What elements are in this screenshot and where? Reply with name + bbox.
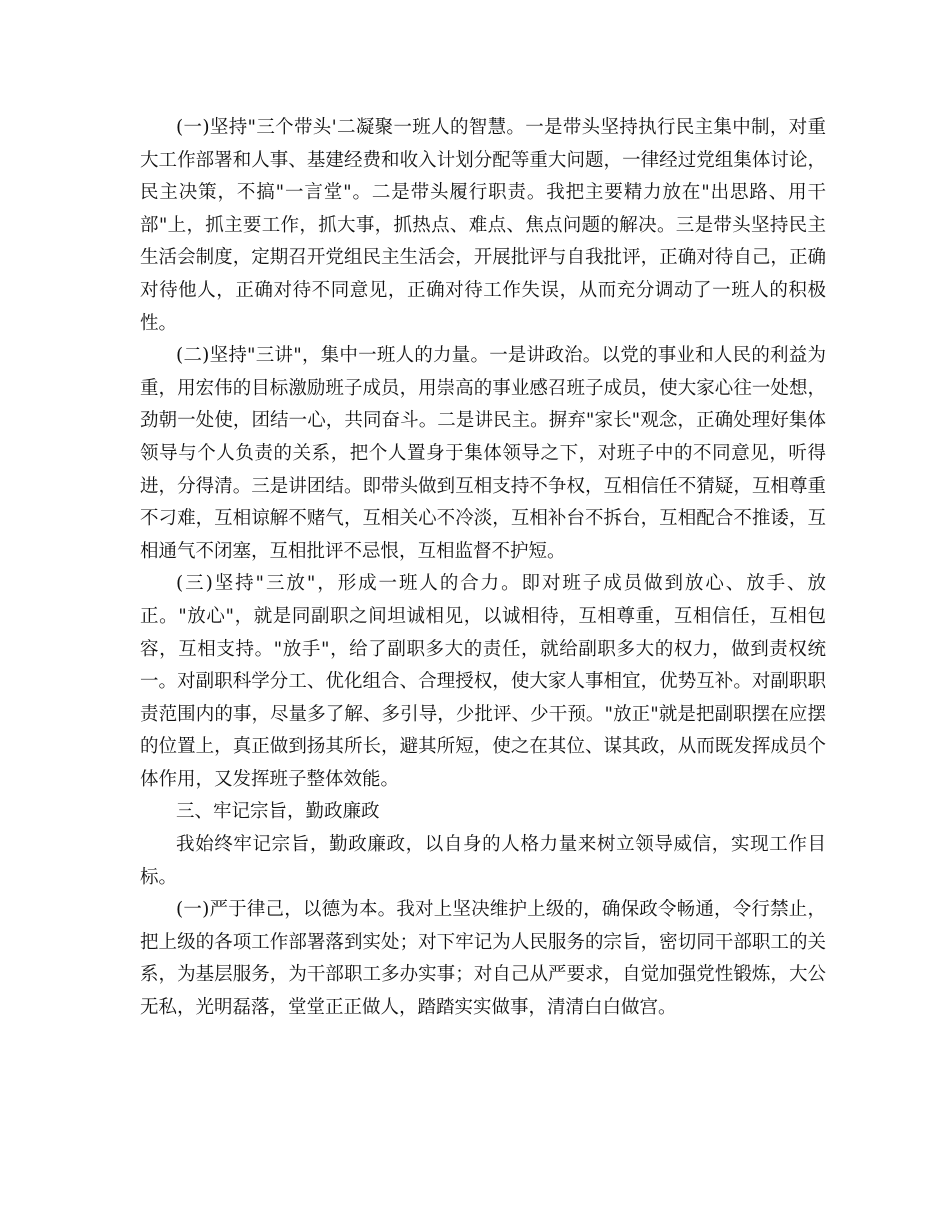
paragraph-principle-3: (三)坚持"三放"，形成一班人的合力。即对班子成员做到放心、放手、放正。"放心"，就是同副职之间坦诚相见，以诚相待，互相尊重，互相信任，互相包容，互相支持。"放手"，给了副职多大的责任，就给副职多大的权力，做到责权统一。对副职科学分工、优化组合、合理授权，使大家人事相宜，优势互补。对副职职责范围内的事，尽量多了解、多引导，少批评、少干预。"放正"就是把副职摆在应摆的位置上，真正做到扬其所长，避其所短，使之在其位、谋其政，从而既发挥成员个体作用，又发挥班子整体效能。 <box>140 573 826 790</box>
paragraph-principle-2: (二)坚持"三讲"，集中一班人的力量。一是讲政治。以党的事业和人民的利益为重，用宏伟的目标激励班子成员，用崇高的事业感召班子成员，使大家心往一处想，劲朝一处使，团结一心，共同奋斗。二是讲民主。摒弃"家长"观念，正确处理好集体领导与个人负责的关系，把个人置身于集体领导之下，对班子中的不同意见，听得进，分得清。三是讲团结。即带头做到互相支持不争权，互相信任不猜疑，互相尊重不刁难，互相谅解不赌气，互相关心不冷淡，互相补台不拆台，互相配合不推诿，互相通气不闭塞，互相批评不忌恨，互相监督不护短。 <box>140 345 826 562</box>
paragraph-section-intro: 我始终牢记宗旨，勤政廉政，以自身的人格力量来树立领导威信，实现工作目标。 <box>140 834 826 888</box>
paragraph-principle-1: (一)坚持"三个带头'二凝聚一班人的智慧。一是带头坚持执行民主集中制，对重大工作部署和人事、基建经费和收入计划分配等重大问题，一律经过党组集体讨论，民主决策，不搞"一言堂"。二是带头履行职责。我把主要精力放在"出思路、用干 部"上，抓主要工作，抓大事，抓热点、难点、焦点问题的解决。三是带头坚持民主生活会制度，定期召开党组民主生活会，开展批评与自我批评，正确对待自己，正确对待他人，正确对待不同意见，正确对待工作失误，从而充分调动了一班人的积极性。 <box>140 117 826 334</box>
document-body <box>140 112 826 1025</box>
section-heading: 三、牢记宗旨，勤政廉政 <box>176 801 380 823</box>
paragraph-self-discipline: (一)严于律己，以德为本。我对上坚决维护上级的，确保政令畅通，令行禁止，把上级的各项工作部署落到实处；对下牢记为人民服务的宗旨，密切同干部职工的关系，为基层服务，为干部职工多办实事；对自己从严要求，自觉加强党性锻炼，大公无私，光明磊落，堂堂正正做人，踏踏实实做事，清清白白做宫。 <box>140 899 826 1019</box>
